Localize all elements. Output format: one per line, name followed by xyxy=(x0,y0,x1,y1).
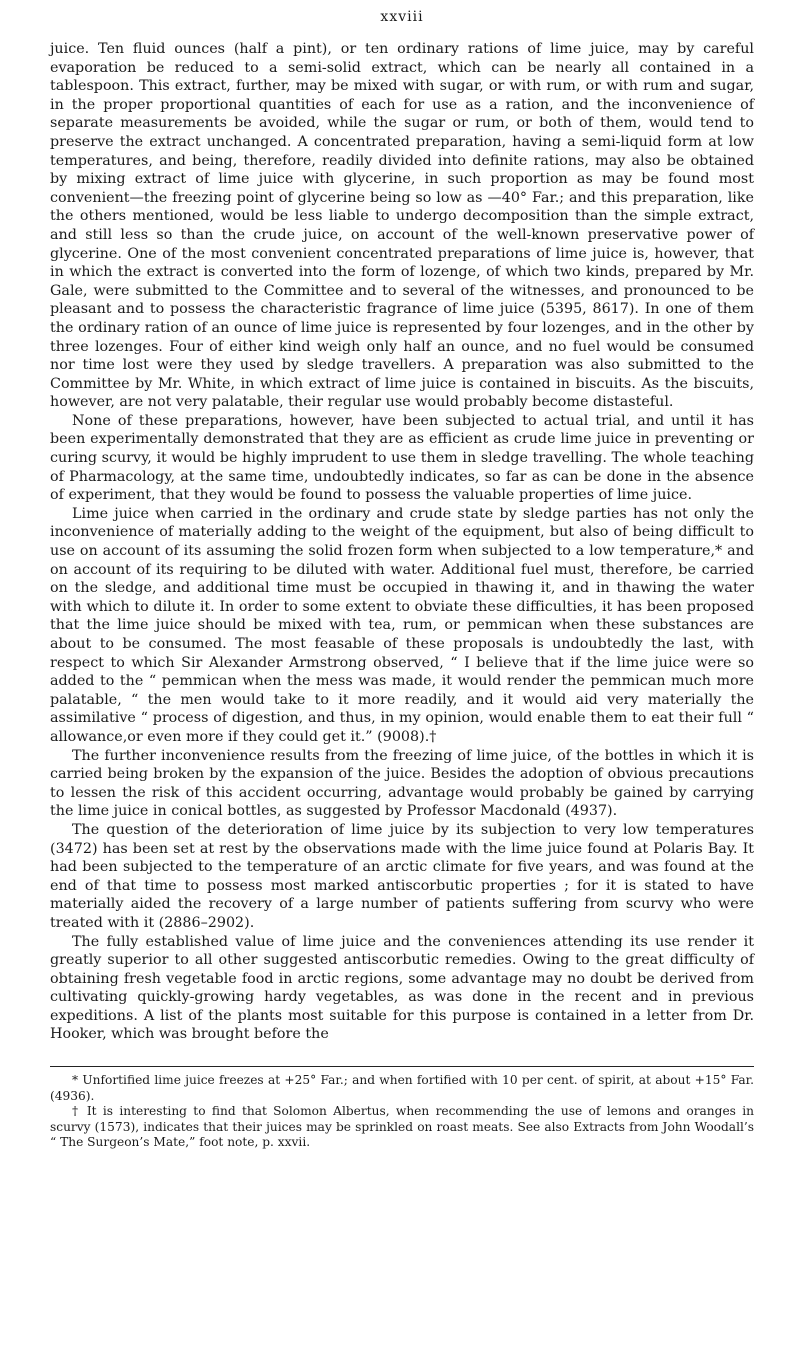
body-text xyxy=(50,40,754,1044)
page-number: xxviii xyxy=(380,9,424,25)
footnote-divider xyxy=(50,1066,754,1067)
paragraph-3: Lime juice when carried in the ordinary and crude state by sledge parties has not only the inconvenience of materially adding to the weight of the equipment, but also of being difficult to use on account of its assuming the solid frozen form when subjected to a low temperature,* and on account of its requiring to be diluted with water. Additional fuel must, therefore, be carried on the sledge, and additional time must be occupied in thawing it, and in thawing the water with which to dilute it. In order to some extent to obviate these difficulties, it has been proposed that the lime juice should be mixed with tea, rum, or pemmican when these substances are about to be consumed. The most feasable of these proposals is undoubtedly the last, with respect to which Sir Alexander Armstrong observed, “ I believe that if the lime juice were so added to the “ pemmican when the mess was made, it would render the pemmican much more palatable, “ the men would take to it more readily, and it would aid very materially the assimilative “ process of digestion, and thus, in my opinion, would enable them to eat their full “ allowance,or even more if they could get it.” (9008).† xyxy=(50,505,754,745)
paragraph-1: juice. Ten fluid ounces (half a pint), or ten ordinary rations of lime juice, may by careful evaporation be reduced to a semi-solid extract, which can be nearly all contained in a tablespoon. This extract, further, may be mixed with sugar, or with rum, or with rum and sugar, in the proper proportional quantities of each for use as a ration, and the inconvenience of separate measurements be avoided, while the sugar or rum, or both of them, would tend to preserve the extract unchanged. A concentrated preparation, having a semi-liquid form at low temperatures, and being, therefore, readily divided into definite rations, may also be obtained by mixing extract of lime juice with glycerine, in such proportion as may be found most convenient—the freezing point of glycerine being so low as —40° Far.; and this preparation, like the others mentioned, would be less liable to undergo decomposition than the simple extract, and still less so than the crude juice, on account of the well-known preservative power of glycerine. One of the most convenient concentrated preparations of lime juice is, however, that in which the extract is converted into the form of lozenge, of which two kinds, prepared by Mr. Gale, were submitted to the Committee and to several of the witnesses, and pronounced to be pleasant and to possess the characteristic fragrance of lime juice (5395, 8617). In one of them the ordinary ration of an ounce of lime juice is represented by four lozenges, and in the other by three lozenges. Four of either kind weigh only half an ounce, and no fuel would be consumed nor time lost were they used by sledge travellers. A preparation was also submitted to the Committee by Mr. White, in which extract of lime juice is contained in biscuits. As the biscuits, however, are not very palatable, their regular use would probably become distasteful. xyxy=(50,41,754,411)
paragraph-4: The further inconvenience results from the freezing of lime juice, of the bottles in which it is carried being broken by the expansion of the juice. Besides the adoption of obvious precautions to lessen the risk of this accident occurring, advantage would probably be gained by carrying the lime juice in conical bottles, as suggested by Professor Macdonald (4937). xyxy=(50,747,754,820)
paragraph-2: None of these preparations, however, have been subjected to actual trial, and until it has been experimentally demonstrated that they are as efficient as crude lime juice in preventing or curing scurvy, it would be highly imprudent to use them in sledge travelling. The whole teaching of Pharmacology, at the same time, undoubtedly indicates, so far as can be done in the absence of experiment, that they would be found to possess the valuable properties of lime juice. xyxy=(50,412,754,504)
footnote-dagger: † It is interesting to find that Solomon Albertus, when recommending the use of lemons and oranges in scurvy (1573), indicates that their juices may be sprinkled on roast meats. See also Extracts from John Woodall’s “ The Surgeon’s Mate,” foot note, p. xxvii. xyxy=(50,1104,754,1150)
paragraph-6: The fully established value of lime juice and the conveniences attending its use render it greatly superior to all other suggested antiscorbutic remedies. Owing to the great difficulty of obtaining fresh vegetable food in arctic regions, some advantage may no doubt be derived from cultivating quickly-growing hardy vegetables, as was done in the recent and in previous expeditions. A list of the plants most suitable for this purpose is contained in a letter from Dr. Hooker, which was brought before the xyxy=(50,933,754,1043)
document-page xyxy=(50,10,754,1151)
footnote-asterisk: * Unfortified lime juice freezes at +25° Far.; and when fortified with 10 per cent. of spirit, at about +15° Far. (4936). xyxy=(50,1073,754,1103)
footnotes xyxy=(50,1073,754,1151)
paragraph-5: The question of the deterioration of lime juice by its subjection to very low temperatures (3472) has been set at rest by the observations made with the lime juice found at Polaris Bay. It had been subjected to the temperature of an arctic climate for five years, and was found at the end of that time to possess most marked antiscorbutic properties ; for it is stated to have materially aided the recovery of a large number of patients suffering from scurvy who were treated with it (2886–2902). xyxy=(50,821,754,931)
